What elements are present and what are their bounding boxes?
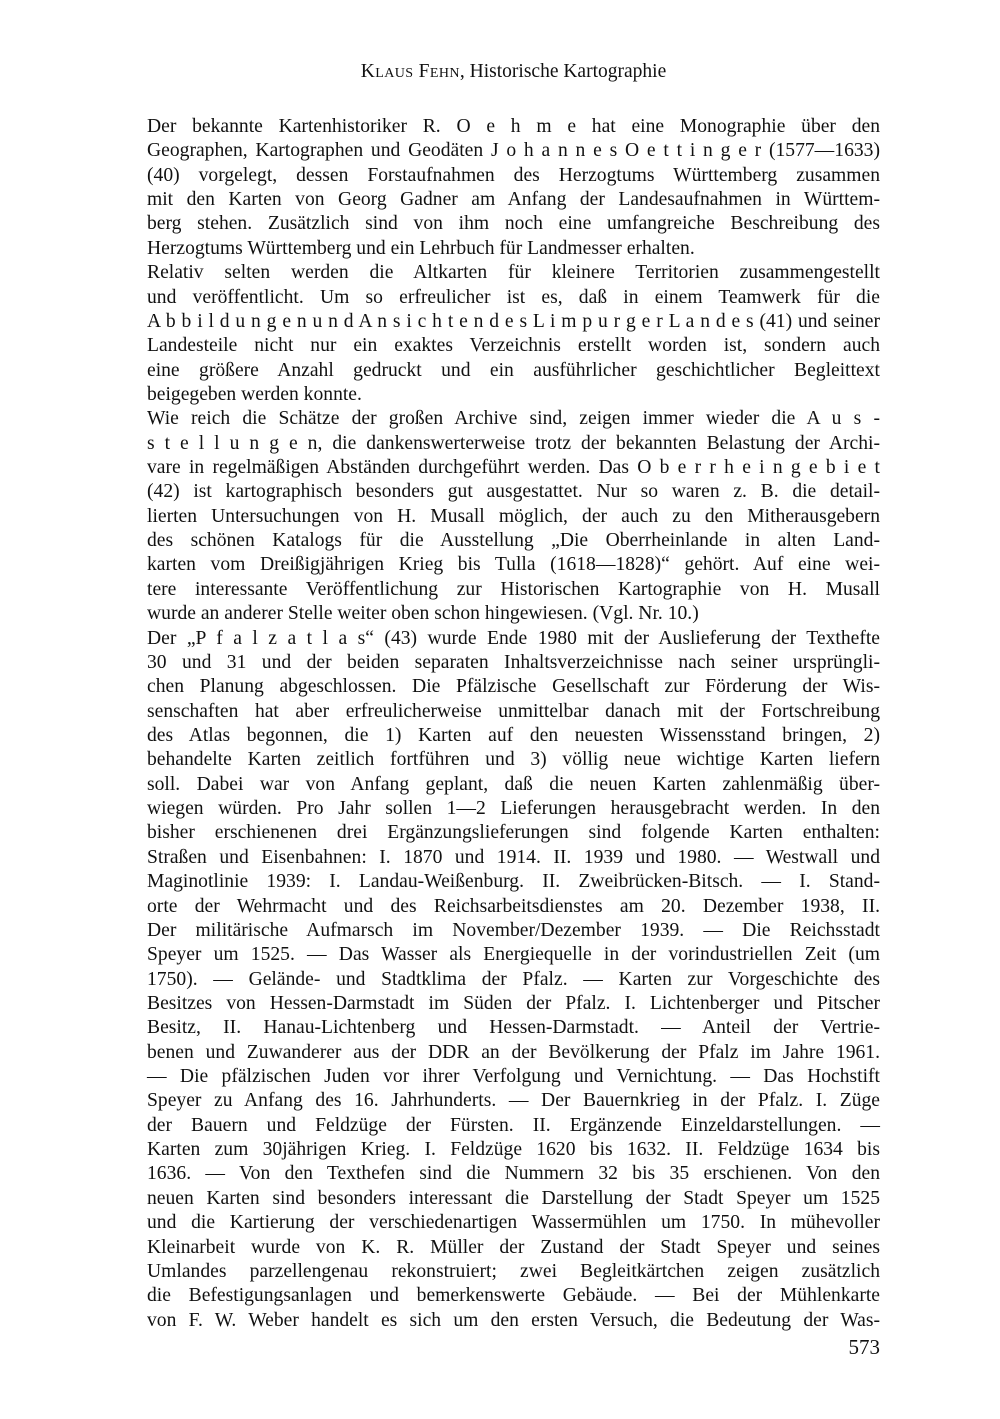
text-line: Speyer zu Anfang des 16. Jahrhunderts. — Der Bauernkrieg in der Pfalz. I. Züge: [147, 1090, 880, 1112]
text-line: 30 und 31 und der beiden separaten Inhaltsverzeichnisse nach seiner ursprüngli-: [147, 651, 880, 673]
text-line: mit den Karten von Georg Gadner am Anfang der Landesaufnahmen in Württem-: [147, 189, 880, 211]
text-line: soll. Dabei war von Anfang geplant, daß die neuen Karten zahlenmäßig über-: [147, 773, 880, 795]
text-line: und die Kartierung der verschiedenartigen Wassermühlen um 1750. In mühevoller: [147, 1212, 880, 1234]
text-line: von F. W. Weber handelt es sich um den ersten Versuch, die Bedeutung der Was-: [147, 1309, 880, 1331]
running-head-author: Klaus Fehn: [360, 61, 460, 82]
text-line: Umlandes parzellengenau rekonstruiert; zwei Begleitkärtchen zeigen zusätzlich: [147, 1260, 880, 1282]
text-line: tere interessante Veröffentlichung zur Historischen Kartographie von H. Musall: [147, 578, 880, 600]
text-line: senschaften hat aber erfreulicherweise unmittelbar danach mit der Fortschreibung: [147, 700, 880, 722]
page-number: 573: [848, 1335, 880, 1359]
text-line: A b b i l d u n g e n u n d A n s i c h t e n d e s L i m p u r g e r L a n d e s (41) und seiner: [147, 310, 880, 332]
text-line: vare in regelmäßigen Abständen durchgeführt werden. Das O b e r r h e i n g e b i e t: [147, 457, 880, 479]
text-line: Wie reich die Schätze der großen Archive sind, zeigen immer wieder die A u s -: [147, 408, 880, 430]
text-line: wiegen würden. Pro Jahr sollen 1—2 Lieferungen herausgebracht werden. In den: [147, 798, 880, 820]
text-line: Relativ selten werden die Altkarten für kleinere Territorien zusammengestellt: [147, 262, 880, 284]
text-line: benen und Zuwanderer aus der DDR an der Bevölkerung der Pfalz im Jahre 1961.: [147, 1041, 880, 1063]
text-line: des Atlas begonnen, die 1) Karten auf den neuesten Wissensstand bringen, 2): [147, 724, 880, 746]
text-line: (42) ist kartographisch besonders gut ausgestattet. Nur so waren z. B. die detail-: [147, 481, 880, 503]
text-line: Herzogtums Württemberg und ein Lehrbuch für Landmesser erhalten.: [147, 237, 695, 259]
text-line: (40) vorgelegt, dessen Forstaufnahmen des Herzogtums Württemberg zusammen: [147, 164, 880, 186]
text-line: die Befestigungsanlagen und bemerkenswerte Gebäude. — Bei der Mühlenkarte: [147, 1285, 880, 1307]
text-line: Straßen und Eisenbahnen: I. 1870 und 1914. II. 1939 und 1980. — Westwall und: [147, 846, 880, 868]
text-line: orte der Wehrmacht und des Reichsarbeitsdienstes am 20. Dezember 1938, II.: [147, 895, 880, 917]
text-line: chen Planung abgeschlossen. Die Pfälzische Gesellschaft zur Förderung der Wis-: [147, 676, 880, 698]
text-line: Geographen, Kartographen und Geodäten J o h a n n e s O e t t i n g e r (1577—1633): [147, 140, 880, 162]
text-line: Der „P f a l z a t l a s“ (43) wurde Ende 1980 mit der Auslieferung der Texthefte: [147, 627, 880, 649]
text-line: neuen Karten sind besonders interessant die Darstellung der Stadt Speyer um 1525: [147, 1187, 880, 1209]
text-line: berg stehen. Zusätzlich sind von ihm noch eine umfangreiche Beschreibung des: [147, 213, 880, 235]
text-line: Landesteile nicht nur ein exaktes Verzeichnis erstellt worden ist, sondern auch: [147, 335, 880, 357]
text-line: Speyer um 1525. — Das Wasser als Energiequelle in der vorindustriellen Zeit (um: [147, 944, 880, 966]
text-line: 1750). — Gelände- und Stadtklima der Pfalz. — Karten zur Vorgeschichte des: [147, 968, 880, 990]
body-text: [147, 115, 880, 1333]
text-line: der Bauern und Feldzüge der Fürsten. II. Ergänzende Einzeldarstellungen. —: [147, 1114, 880, 1136]
text-line: Maginotlinie 1939: I. Landau-Weißenburg. II. Zweibrücken-Bitsch. — I. Stand-: [147, 871, 880, 893]
text-line: 1636. — Von den Texthefen sind die Nummern 32 bis 35 erschienen. Von den: [147, 1163, 880, 1185]
text-line: Besitz, II. Hanau-Lichtenberg und Hessen-Darmstadt. — Anteil der Vertrie-: [147, 1017, 880, 1039]
text-line: behandelte Karten zeitlich fortführen und 3) völlig neue wichtige Karten liefern: [147, 749, 880, 771]
running-head: [147, 60, 880, 84]
text-line: wurde an anderer Stelle weiter oben schon hingewiesen. (Vgl. Nr. 10.): [147, 603, 699, 625]
text-line: Kleinarbeit wurde von K. R. Müller der Zustand der Stadt Speyer und seines: [147, 1236, 880, 1258]
text-line: bisher erschienenen drei Ergänzungslieferungen sind folgende Karten enthalten:: [147, 822, 880, 844]
text-line: des schönen Katalogs für die Ausstellung „Die Oberrheinlande in alten Land-: [147, 530, 880, 552]
text-line: eine größere Anzahl gedruckt und ein ausführlicher geschichtlicher Begleittext: [147, 359, 880, 381]
text-line: — Die pfälzischen Juden vor ihrer Verfolgung und Vernichtung. — Das Hochstift: [147, 1066, 880, 1088]
text-line: Der bekannte Kartenhistoriker R. O e h m e hat eine Monographie über den: [147, 116, 880, 137]
text-line: Der militärische Aufmarsch im November/Dezember 1939. — Die Reichsstadt: [147, 919, 880, 941]
text-line: Besitzes von Hessen-Darmstadt im Süden der Pfalz. I. Lichtenberger und Pitscher: [147, 992, 880, 1014]
text-line: und veröffentlicht. Um so erfreulicher ist es, daß in einem Teamwerk für die: [147, 286, 880, 308]
text-line: Karten zum 30jährigen Krieg. I. Feldzüge 1620 bis 1632. II. Feldzüge 1634 bis: [147, 1139, 880, 1161]
text-line: beigegeben werden konnte.: [147, 383, 362, 405]
text-line: s t e l l u n g e n, die dankenswerterweise trotz der bekannten Belastung der Archi-: [147, 432, 880, 454]
running-head-title: , Historische Kartographie: [459, 61, 667, 82]
text-line: karten vom Dreißigjährigen Krieg bis Tulla (1618—1828)“ gehört. Auf eine wei-: [147, 554, 880, 576]
text-line: lierten Untersuchungen von H. Musall möglich, der auch zu den Mitherausgebern: [147, 505, 880, 527]
